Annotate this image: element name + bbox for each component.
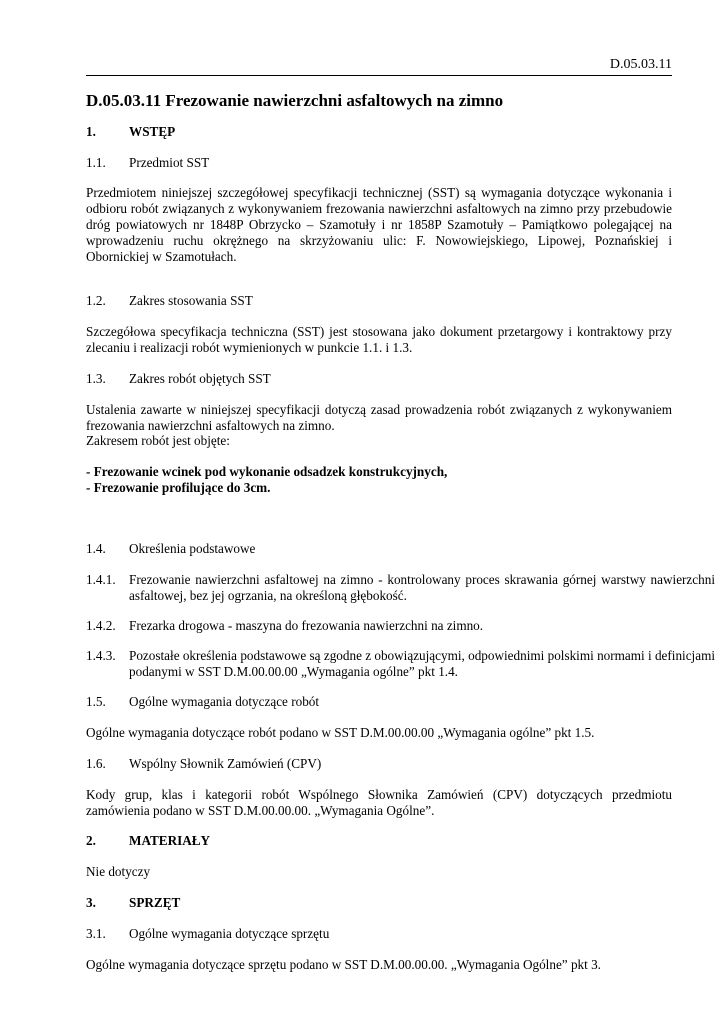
paragraph: Ustalenia zawarte w niniejszej specyfikacji dotyczą zasad prowadzenia robót związanych z wykonywaniem frezowania nawierzchni asfaltowych na zimno. xyxy=(86,402,672,433)
subsection-label: Ogólne wymagania dotyczące sprzętu xyxy=(129,926,330,941)
paragraph: Kody grup, klas i kategorii robót Wspólnego Słownika Zamówień (CPV) dotyczących przedmiotu zamówienia podano w SST D.M.00.00.00. „Wymagania Ogólne”. xyxy=(86,787,672,818)
subsection-1-6-heading xyxy=(86,756,672,772)
paragraph: Ogólne wymagania dotyczące sprzętu podano w SST D.M.00.00.00. „Wymagania Ogólne” pkt 3. xyxy=(86,957,601,972)
definition-number: 1.4.3. xyxy=(86,648,116,663)
subsection-1-3-heading xyxy=(86,371,672,387)
subsection-number: 1.1. xyxy=(86,155,106,170)
page-header-code: D.05.03.11 xyxy=(609,57,672,72)
paragraph: Nie dotyczy xyxy=(86,864,151,879)
definition-item xyxy=(86,618,715,634)
definition-item xyxy=(86,648,715,680)
subsection-3-1-heading xyxy=(86,926,672,942)
subsection-1-2-heading xyxy=(86,293,672,309)
subsection-label: Wspólny Słownik Zamówień (CPV) xyxy=(129,756,322,771)
subsection-1-4-heading xyxy=(86,541,672,557)
list-item: - Frezowanie wcinek pod wykonanie odsadzek konstrukcyjnych, xyxy=(86,464,448,479)
document-title: D.05.03.11 Frezowanie nawierzchni asfaltowych na zimno xyxy=(86,91,504,110)
definition-text: Pozostałe określenia podstawowe są zgodne z obowiązującymi, odpowiednimi polskimi normami i definicjami podanymi w SST D.M.00.00.00 „Wymagania ogólne” pkt 1.4. xyxy=(129,648,715,679)
definition-number: 1.4.1. xyxy=(86,572,116,587)
section-label: SPRZĘT xyxy=(129,895,181,910)
section-number: 1. xyxy=(86,124,96,139)
subsection-label: Określenia podstawowe xyxy=(129,541,256,556)
section-number: 3. xyxy=(86,895,96,910)
paragraph: Szczegółowa specyfikacja techniczna (SST) jest stosowana jako dokument przetargowy i kontraktowy przy zlecaniu i realizacji robót wymienionych w punkcie 1.1. i 1.3. xyxy=(86,324,672,355)
subsection-number: 1.6. xyxy=(86,756,106,771)
subsection-1-1-heading xyxy=(86,155,672,171)
subsection-number: 1.4. xyxy=(86,541,106,556)
subsection-label: Ogólne wymagania dotyczące robót xyxy=(129,694,320,709)
subsection-label: Zakres stosowania SST xyxy=(129,293,253,308)
section-label: WSTĘP xyxy=(129,124,176,139)
header-rule xyxy=(86,75,672,76)
definition-number: 1.4.2. xyxy=(86,618,116,633)
definition-text: Frezarka drogowa - maszyna do frezowania nawierzchni na zimno. xyxy=(129,618,484,633)
paragraph: Przedmiotem niniejszej szczegółowej specyfikacji technicznej (SST) są wymagania dotyczące wykonania i odbioru robót związanych z wykonywaniem frezowania nawierzchni asfaltowych na zimno przy przebudowie dróg powiatowych nr 1848P Obrzycko – Szamotuły i nr 1858P Szamotuły – Pamiątkowo polegającej na wprowadzeniu ruchu okrężnego na skrzyżowaniu ulic: F. Nowowiejskiego, Lipowej, Poznańskiej i Obornickiej w Szamotułach. xyxy=(86,185,672,264)
subsection-1-5-heading xyxy=(86,694,672,710)
subsection-label: Zakres robót objętych SST xyxy=(129,371,271,386)
definition-text: Frezowanie nawierzchni asfaltowej na zimno - kontrolowany proces skrawania górnej warstwy nawierzchni asfaltowej, bez jej ogrzania, na określoną głębokość. xyxy=(129,572,715,603)
section-2-heading xyxy=(86,833,672,849)
subsection-number: 1.5. xyxy=(86,694,106,709)
section-label: MATERIAŁY xyxy=(129,833,211,848)
subsection-number: 3.1. xyxy=(86,926,106,941)
paragraph: Zakresem robót jest objęte: xyxy=(86,433,230,448)
section-number: 2. xyxy=(86,833,96,848)
subsection-number: 1.3. xyxy=(86,371,106,386)
section-3-heading xyxy=(86,895,672,911)
subsection-number: 1.2. xyxy=(86,293,106,308)
paragraph: Ogólne wymagania dotyczące robót podano w SST D.M.00.00.00 „Wymagania ogólne” pkt 1.5. xyxy=(86,725,595,740)
subsection-label: Przedmiot SST xyxy=(129,155,210,170)
section-1-heading xyxy=(86,124,672,140)
definition-item xyxy=(86,572,715,604)
list-item: - Frezowanie profilujące do 3cm. xyxy=(86,480,271,495)
